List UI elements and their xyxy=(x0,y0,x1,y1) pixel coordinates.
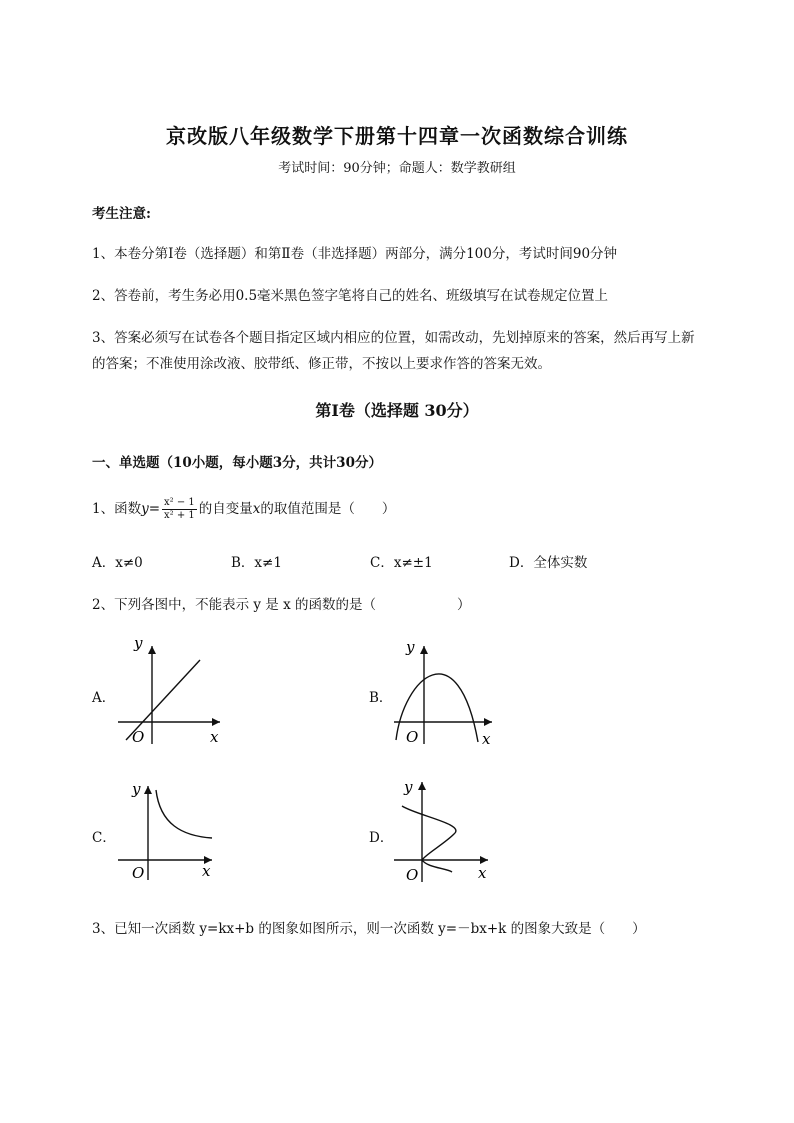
q1-option-c[interactable]: C．x≠±1 xyxy=(370,555,433,571)
exam-info: 考试时间：90分钟；命题人：数学教研组 xyxy=(278,161,516,176)
x-axis-arrow xyxy=(480,856,488,864)
q2-graph-d xyxy=(388,772,500,886)
x-axis-arrow xyxy=(484,718,492,726)
q1-eq: = xyxy=(148,501,161,517)
q1-middle: 的自变量 xyxy=(198,501,253,517)
q1-numerator: x² − 1 xyxy=(164,497,195,508)
question-2: 2、下列各图中，不能表示 y 是 x 的函数的是（ ） xyxy=(92,597,471,613)
y-label: y xyxy=(132,780,141,798)
origin-label: O xyxy=(132,728,145,746)
page-title: 京改版八年级数学下册第十四章一次函数综合训练 xyxy=(166,124,628,148)
q1-suffix: 的取值范围是（ ） xyxy=(260,501,396,517)
part-heading: 一、单选题（10小题，每小题3分，共计30分） xyxy=(92,455,382,471)
notice-heading: 考生注意: xyxy=(92,206,151,222)
question-3: 3、已知一次函数 y=kx+b 的图象如图所示，则一次函数 y=－bx+k 的图象大致是（ ） xyxy=(92,921,646,937)
q2-option-d-label[interactable]: D． xyxy=(369,830,394,846)
graph-curve xyxy=(156,790,212,838)
q1-var: x xyxy=(252,501,261,517)
y-axis-arrow xyxy=(418,782,426,790)
x-label: x xyxy=(202,862,211,880)
q2-graph-a xyxy=(112,636,232,748)
y-axis-arrow xyxy=(420,646,428,654)
graph-curve xyxy=(402,806,456,872)
notice-item-1: 1、本卷分第I卷（选择题）和第Ⅱ卷（非选择题）两部分，满分100分，考试时间90分钟 xyxy=(92,246,618,262)
question-1 xyxy=(92,494,395,524)
origin-label: O xyxy=(406,728,419,746)
q1-denominator: x² + 1 xyxy=(164,510,195,521)
y-label: y xyxy=(406,638,415,656)
notice-item-2: 2、答卷前，考生务必用0.5毫米黑色签字笔将自己的姓名、班级填写在试卷规定位置上 xyxy=(92,288,609,304)
x-axis-arrow xyxy=(212,718,220,726)
x-label: x xyxy=(210,728,219,746)
notice-item-3-cont: 的答案；不准使用涂改液、胶带纸、修正带，不按以上要求作答的答案无效。 xyxy=(92,356,551,372)
q1-option-a[interactable]: A．x≠0 xyxy=(92,555,143,571)
section-title: 第I卷（选择题 30分） xyxy=(315,401,479,420)
q1-fraction xyxy=(162,497,197,522)
origin-label: O xyxy=(406,866,419,884)
x-label: x xyxy=(482,730,491,748)
q1-option-d[interactable]: D．全体实数 xyxy=(509,555,588,571)
origin-label: O xyxy=(132,864,145,882)
notice-item-3: 3、答案必须写在试卷各个题目指定区域内相应的位置，如需改动，先划掉原来的答案，然后再写上新 xyxy=(92,330,695,346)
y-axis-arrow xyxy=(148,646,156,654)
q2-option-b-label[interactable]: B． xyxy=(369,690,393,706)
q2-option-a-label[interactable]: A． xyxy=(92,690,116,706)
q1-y: y xyxy=(141,501,149,517)
q2-option-c-label[interactable]: C． xyxy=(92,830,116,846)
q1-prefix: 1、函数 xyxy=(92,501,142,517)
y-label: y xyxy=(134,636,143,652)
y-axis-arrow xyxy=(144,786,152,794)
q2-graph-b xyxy=(388,636,508,748)
y-label: y xyxy=(404,778,413,796)
x-label: x xyxy=(478,864,487,882)
q2-graph-c xyxy=(112,776,224,888)
q1-option-b[interactable]: B．x≠1 xyxy=(231,555,282,571)
